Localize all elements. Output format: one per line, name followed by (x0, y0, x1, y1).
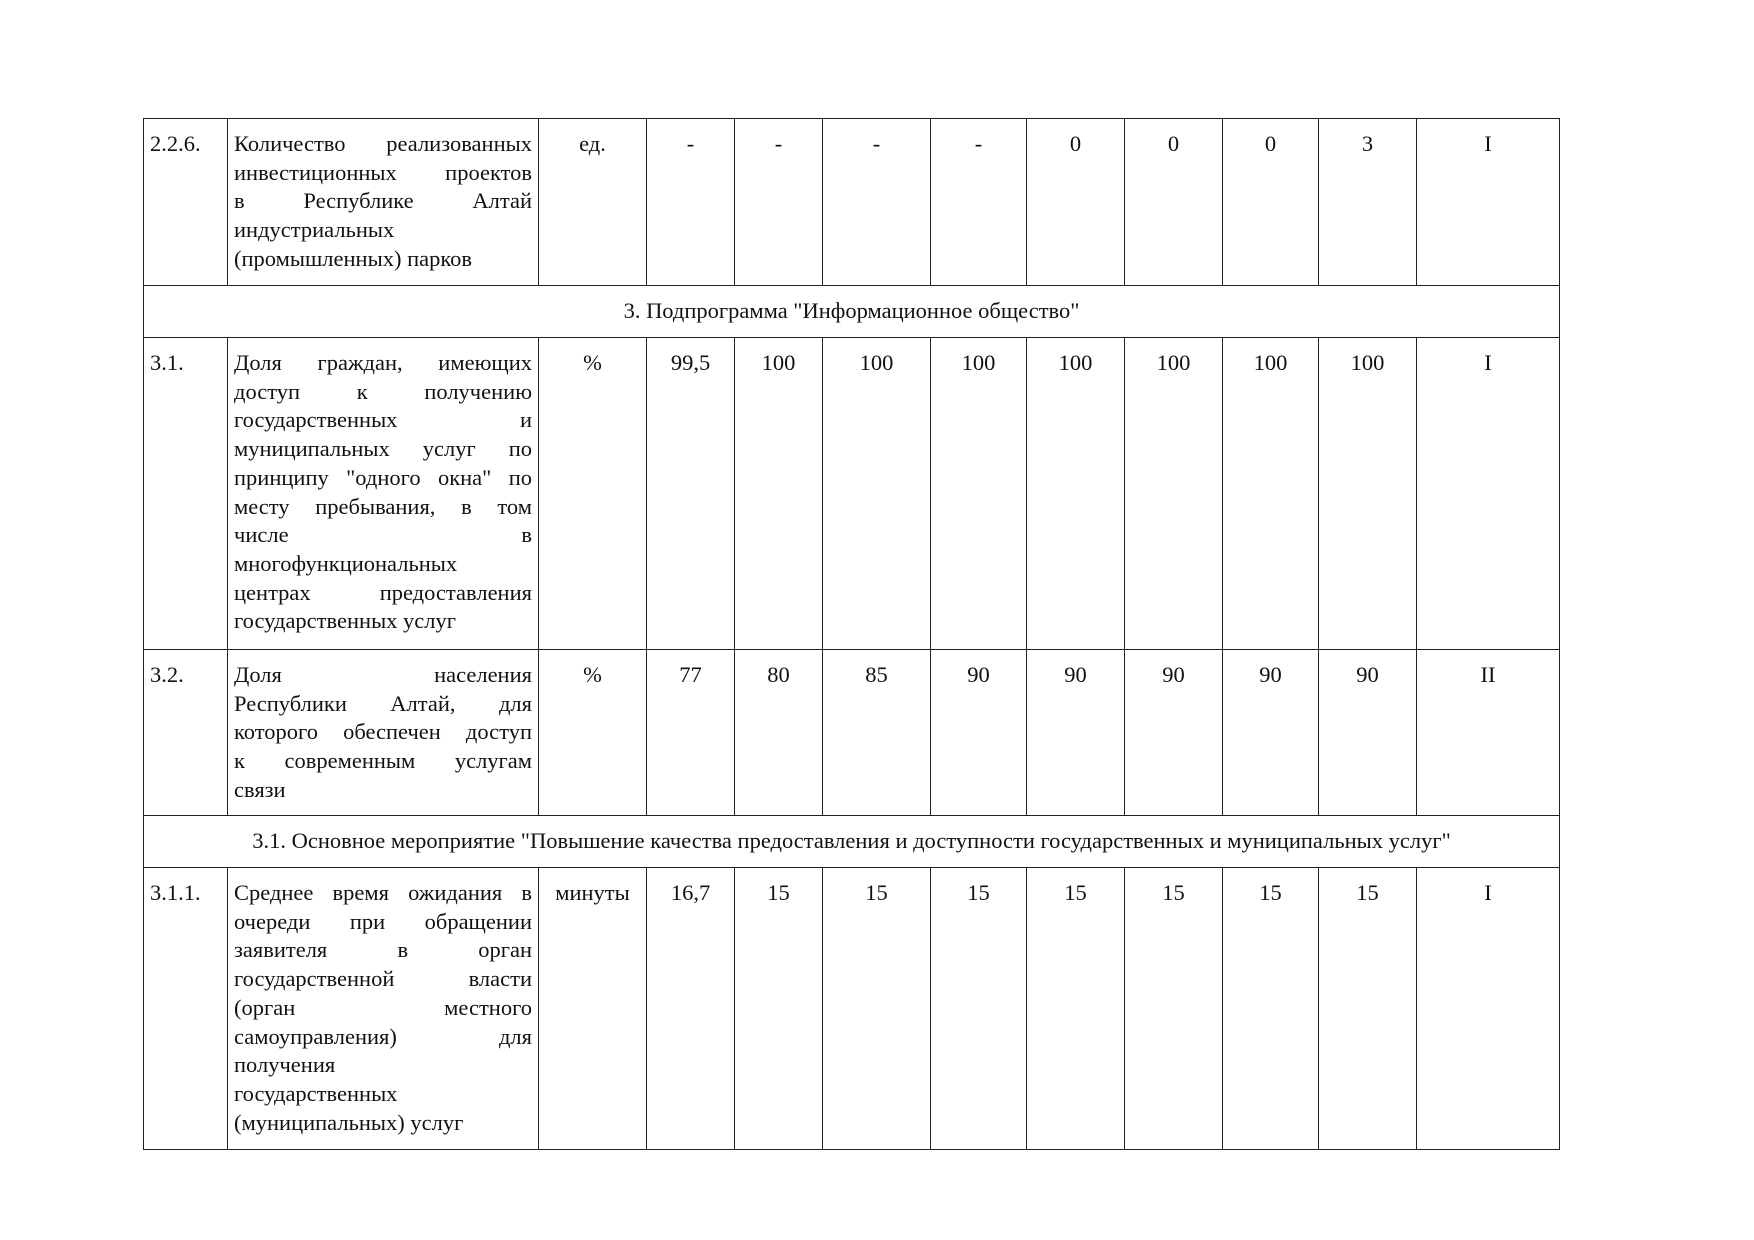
description-line: (промышленных) парков (234, 245, 473, 271)
description-line: месту пребывания, в том (234, 493, 532, 519)
description-line: Количество реализованных (234, 131, 532, 156)
value-cell: 0 (1027, 119, 1125, 286)
section-title: 3. Подпрограмма "Информационное общество" (144, 286, 1560, 338)
description-line: в Республике Алтай (234, 188, 532, 214)
description-line: получения (234, 1052, 336, 1078)
value-cell: 90 (931, 650, 1027, 816)
value-cell: 100 (823, 338, 931, 650)
description-line: связи (234, 776, 286, 802)
description-line: государственных (234, 1080, 398, 1106)
description-line: которого обеспечен доступ (234, 719, 532, 745)
row-number: 3.1.1. (144, 868, 228, 1150)
indicator-description (228, 338, 539, 650)
value-cell: 90 (1223, 650, 1319, 816)
value-cell: 100 (1125, 338, 1223, 650)
description-line: Среднее время ожидания в (234, 880, 532, 905)
description-line: заявителя в орган (234, 937, 532, 963)
description-line: Доля населения (234, 662, 532, 687)
value-cell: 15 (823, 868, 931, 1150)
description-line: центрах предоставления (234, 579, 532, 605)
description-line: Республики Алтай, для (234, 690, 532, 716)
description-line: многофункциональных (234, 550, 458, 576)
value-cell: 15 (1027, 868, 1125, 1150)
description-line: государственных услуг (234, 608, 457, 634)
indicator-description (228, 650, 539, 816)
value-cell: 15 (1319, 868, 1417, 1150)
value-cell: 90 (1125, 650, 1223, 816)
unit-cell: ед. (539, 119, 647, 286)
section-title: 3.1. Основное мероприятие "Повышение качества предоставления и доступности государственных и муниципальных услуг" (144, 816, 1560, 868)
description-line: (орган местного (234, 994, 532, 1020)
value-cell: 3 (1319, 119, 1417, 286)
value-cell: 15 (1125, 868, 1223, 1150)
unit-cell: % (539, 338, 647, 650)
value-cell: 100 (735, 338, 823, 650)
description-line: индустриальных (234, 217, 395, 243)
value-cell: 15 (931, 868, 1027, 1150)
value-cell: 100 (1319, 338, 1417, 650)
description-line: государственной власти (234, 966, 532, 992)
value-cell: - (735, 119, 823, 286)
value-cell: - (931, 119, 1027, 286)
description-line: к современным услугам (234, 748, 532, 774)
category-cell: I (1417, 119, 1560, 286)
value-cell: 99,5 (647, 338, 735, 650)
row-number: 2.2.6. (144, 119, 228, 286)
value-cell: 100 (1223, 338, 1319, 650)
description-line: Доля граждан, имеющих (234, 350, 532, 375)
value-cell: 15 (1223, 868, 1319, 1150)
table-row (144, 650, 1560, 816)
value-cell: 77 (647, 650, 735, 816)
table-row (144, 338, 1560, 650)
description-line: числе в (234, 522, 532, 548)
indicator-description (228, 868, 539, 1150)
section-header-row (144, 816, 1560, 868)
description-line: доступ к получению (234, 378, 532, 404)
description-line: принципу "одного окна" по (234, 464, 532, 490)
table-row (144, 868, 1560, 1150)
value-cell: - (647, 119, 735, 286)
value-cell: 0 (1223, 119, 1319, 286)
category-cell: I (1417, 868, 1560, 1150)
value-cell: 85 (823, 650, 931, 816)
value-cell: 0 (1125, 119, 1223, 286)
description-line: инвестиционных проектов (234, 159, 532, 185)
row-number: 3.1. (144, 338, 228, 650)
value-cell: 16,7 (647, 868, 735, 1150)
row-number: 3.2. (144, 650, 228, 816)
category-cell: I (1417, 338, 1560, 650)
value-cell: 100 (931, 338, 1027, 650)
indicators-table (143, 118, 1560, 1150)
description-line: очереди при обращении (234, 908, 532, 934)
value-cell: 90 (1319, 650, 1417, 816)
description-line: муниципальных услуг по (234, 436, 532, 462)
section-header-row (144, 286, 1560, 338)
unit-cell: минуты (539, 868, 647, 1150)
value-cell: 100 (1027, 338, 1125, 650)
value-cell: - (823, 119, 931, 286)
description-line: самоуправления) для (234, 1023, 532, 1049)
table-body (144, 119, 1560, 1150)
unit-cell: % (539, 650, 647, 816)
value-cell: 90 (1027, 650, 1125, 816)
category-cell: II (1417, 650, 1560, 816)
description-line: (муниципальных) услуг (234, 1109, 464, 1135)
table-row (144, 119, 1560, 286)
indicator-description (228, 119, 539, 286)
value-cell: 80 (735, 650, 823, 816)
value-cell: 15 (735, 868, 823, 1150)
description-line: государственных и (234, 407, 532, 433)
